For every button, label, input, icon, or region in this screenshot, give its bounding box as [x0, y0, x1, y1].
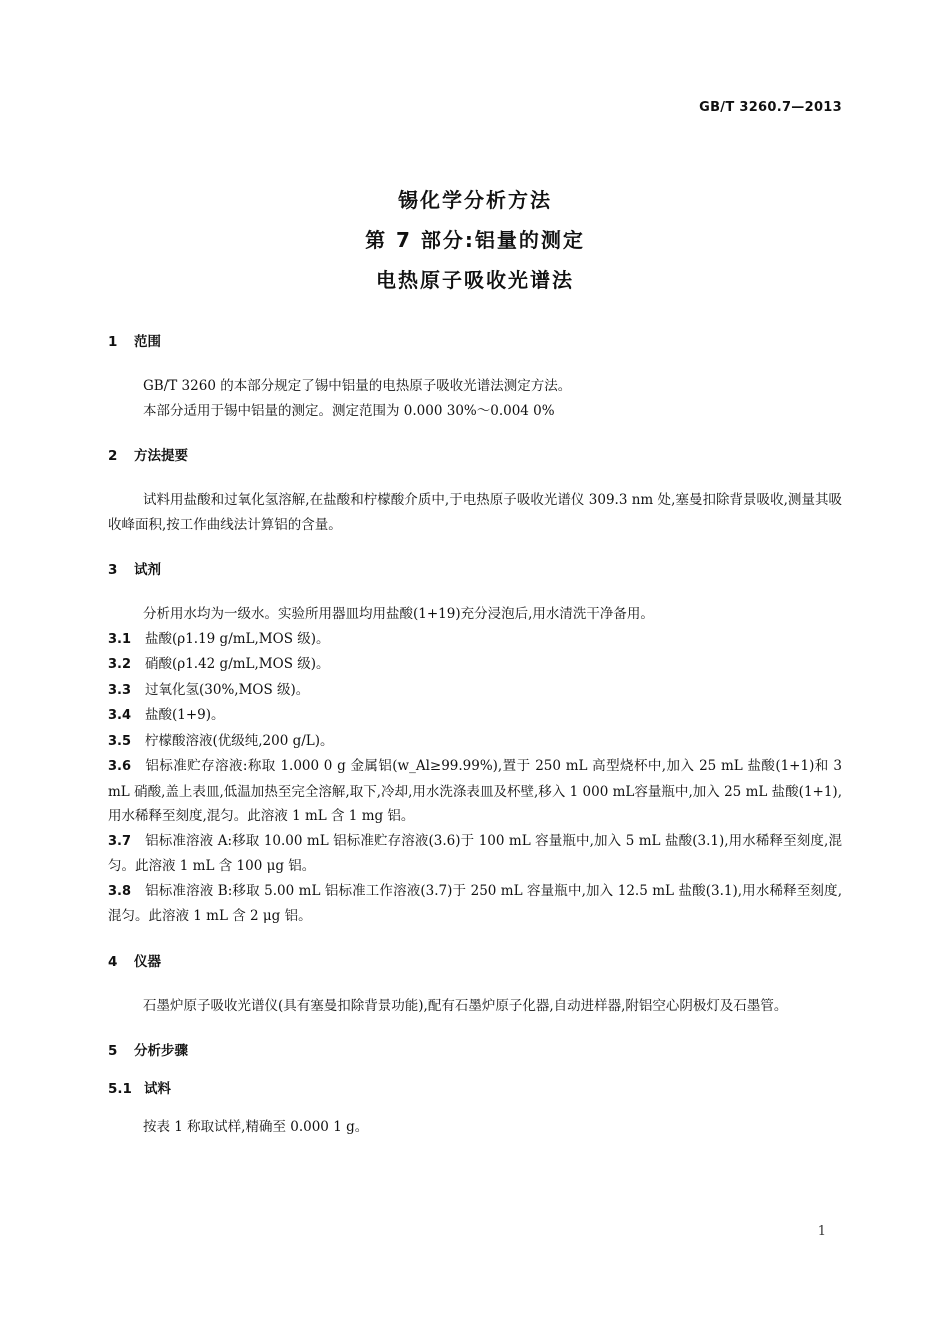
- title-line-3: 电热原子吸收光谱法: [376, 268, 574, 292]
- list-item: [108, 729, 842, 755]
- list-item: [108, 652, 842, 678]
- item-number: 3.8: [108, 883, 132, 899]
- paragraph: 分析用水均为一级水。实验所用器皿均用盐酸(1+19)充分浸泡后,用水清洗干净备用。: [143, 606, 654, 622]
- section-heading-apparatus: [108, 950, 842, 974]
- item-text: 盐酸(1+9)。: [145, 707, 225, 723]
- item-number: 3.7: [108, 833, 132, 849]
- paragraph: 按表 1 称取试样,精确至 0.000 1 g。: [143, 1119, 369, 1135]
- section-number: 5: [108, 1043, 118, 1059]
- section-heading-procedure: [108, 1039, 842, 1063]
- item-text: 硝酸(ρ1.42 g/mL,MOS 级)。: [145, 656, 330, 672]
- item-number: 3.2: [108, 657, 132, 672]
- item-text: 铝标准溶液 A:移取 10.00 mL 铝标准贮存溶液(3.6)于 100 mL 容量瓶中,加入 5 mL 盐酸(3.1),用水稀释至刻度,混匀。此溶液 1 mL 含 100 μg 铝。: [108, 832, 842, 874]
- section-heading-principle: [108, 444, 842, 468]
- list-item: [108, 829, 842, 879]
- list-item: [108, 703, 842, 729]
- title-line-1: 锡化学分析方法: [398, 188, 552, 212]
- standard-number: GB/T 3260.7—2013: [699, 100, 842, 115]
- item-number: 3.5: [108, 733, 132, 749]
- item-number: 3.3: [108, 682, 132, 698]
- item-text: 柠檬酸溶液(优级纯,200 g/L)。: [145, 732, 334, 749]
- section-title: 试剂: [134, 562, 161, 578]
- subsection-title: 试料: [144, 1081, 171, 1097]
- item-text: 铝标准溶液 B:移取 5.00 mL 铝标准工作溶液(3.7)于 250 mL 容量瓶中,加入 12.5 mL 盐酸(3.1),用水稀释至刻度,混匀。此溶液 1 mL 含 2 μg 铝。: [108, 882, 842, 924]
- item-text: 盐酸(ρ1.19 g/mL,MOS 级)。: [145, 630, 330, 647]
- item-text: 铝标准贮存溶液:称取 1.000 0 g 金属铝(w_Al≥99.99%),置于 250 mL 高型烧杯中,加入 25 mL 盐酸(1+1)和 3 mL 硝酸,盖上表皿,低温加热至完全溶解,取下,冷却,用水洗涤表皿及杯壁,移入 1 000 mL容量瓶中,加入 25 mL 盐酸(1+1),用水稀释至刻度,混匀。此溶液 1 mL 含 1 mg 铝。: [108, 758, 842, 824]
- subsection-number: 5.1: [108, 1081, 132, 1097]
- list-item: [108, 678, 842, 704]
- section-number: 4: [108, 953, 118, 970]
- item-text: 过氧化氢(30%,MOS 级)。: [145, 681, 310, 698]
- list-item: [108, 627, 842, 653]
- section-title: 仪器: [134, 953, 161, 970]
- document-title: [0, 180, 950, 300]
- item-number: 3.4: [108, 708, 132, 723]
- section-title: 范围: [134, 334, 161, 350]
- section-heading-scope: [108, 330, 842, 354]
- item-number: 3.1: [108, 631, 132, 647]
- title-line-2: 第 7 部分:铝量的测定: [365, 228, 585, 252]
- paragraph: 试料用盐酸和过氧化氢溶解,在盐酸和柠檬酸介质中,于电热原子吸收光谱仪 309.3 nm 处,塞曼扣除背景吸收,测量其吸收峰面积,按工作曲线法计算铝的含量。: [108, 492, 842, 533]
- section-number: 3: [108, 562, 118, 578]
- section-title: 分析步骤: [134, 1043, 188, 1059]
- list-item: [108, 879, 842, 929]
- section-heading-reagents: [108, 558, 842, 582]
- paragraph: 石墨炉原子吸收光谱仪(具有塞曼扣除背景功能),配有石墨炉原子化器,自动进样器,附铝空心阴极灯及石墨管。: [143, 997, 788, 1014]
- paragraph: 本部分适用于锡中铝量的测定。测定范围为 0.000 30%～0.004 0%: [143, 402, 555, 419]
- section-number: 1: [108, 334, 118, 350]
- section-title: 方法提要: [134, 448, 188, 464]
- page-number: 1: [817, 1224, 826, 1239]
- subsection-heading-test-portion: [108, 1077, 842, 1101]
- document-body: [108, 330, 842, 1140]
- list-item: [108, 754, 842, 829]
- item-number: 3.6: [108, 759, 132, 774]
- paragraph: GB/T 3260 的本部分规定了锡中铝量的电热原子吸收光谱法测定方法。: [143, 378, 572, 394]
- section-number: 2: [108, 448, 118, 464]
